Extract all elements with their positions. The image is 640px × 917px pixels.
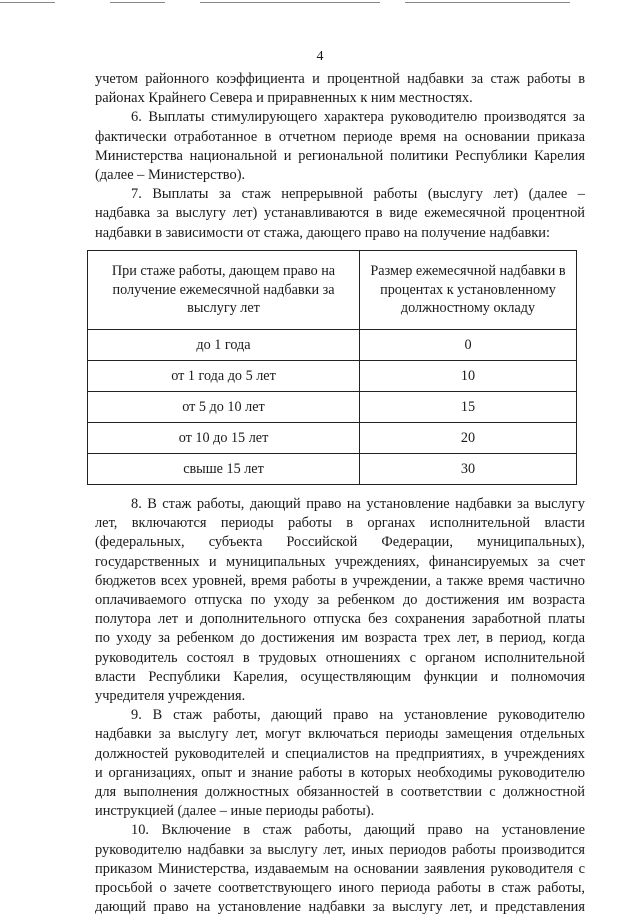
percent-cell: 0 — [360, 330, 577, 361]
seniority-cell: свыше 15 лет — [88, 454, 360, 485]
text-line: руководителю надбавки за выслугу лет, иных периодов работы производится — [95, 841, 585, 858]
percent-cell: 20 — [360, 423, 577, 454]
table-row — [88, 423, 577, 454]
table-row — [88, 392, 577, 423]
header-seniority: При стаже работы, дающем право на получение ежемесячной надбавки за выслугу лет — [88, 251, 360, 330]
text-line: должностей руководителей и специалистов на предприятиях, в учреждениях — [95, 745, 585, 762]
percent-cell: 15 — [360, 392, 577, 423]
text-line: 8. В стаж работы, дающий право на установление надбавки за выслугу — [131, 496, 585, 512]
text-line: лет, включаются периоды работы в органах исполнительной власти — [95, 515, 585, 532]
text-line: 9. В стаж работы, дающий право на установление руководителю — [131, 707, 585, 724]
text-line: (далее – Министерство). — [95, 167, 246, 184]
text-line: дающий право на установление надбавки за выслугу лет, и представления — [95, 899, 585, 916]
text-line: фактически отработанное в отчетном периоде время на основании приказа — [95, 128, 585, 145]
text-line: инструкцией (далее – иные периоды работы). — [95, 803, 375, 820]
text-line: руководитель состоял в трудовых отношениях с органом исполнительной — [95, 649, 585, 666]
text-line: 6. Выплаты стимулирующего характера руководителю производятся за — [131, 109, 585, 126]
text-line: надбавки за выслугу лет, могут включаться периоды замещения отдельных — [95, 726, 585, 743]
text-line: приказом Министерства, издаваемым на основании заявления руководителя с — [95, 860, 585, 877]
seniority-cell: от 5 до 10 лет — [88, 392, 360, 423]
text-line: просьбой о зачете соответствующего иного периода работы в стаж работы, — [95, 880, 585, 897]
percent-cell: 10 — [360, 361, 577, 392]
body-text-top — [95, 70, 585, 243]
page-number: 4 — [316, 49, 324, 64]
seniority-cell: до 1 года — [88, 330, 360, 361]
text-line: учетом районного коэффициента и процентной надбавки за стаж работы в — [95, 71, 585, 87]
text-line: 7. Выплаты за стаж непрерывной работы (выслугу лет) (далее – — [131, 186, 585, 203]
seniority-cell: от 1 года до 5 лет — [88, 361, 360, 392]
seniority-cell: от 10 до 15 лет — [88, 423, 360, 454]
body-text-bottom — [95, 495, 585, 917]
percent-cell: 30 — [360, 454, 577, 485]
scan-edge-rule — [200, 2, 380, 3]
table-row — [88, 330, 577, 361]
text-line: Министерства национальной и региональной политики Республики Карелия — [95, 147, 585, 164]
text-line: и организациях, опыт и знание работы в которых необходимы руководителю — [95, 764, 585, 781]
text-line: (федеральных, субъекта Российской Федерации, муниципальных), — [95, 534, 585, 551]
scan-edge-rule — [405, 2, 570, 3]
header-allowance-percent: Размер ежемесячной надбавки в процентах к установленному должностному окладу — [360, 251, 577, 330]
text-line: 10. Включение в стаж работы, дающий право на установление — [131, 822, 585, 839]
text-line: надбавки в зависимости от стажа, дающего право на получение надбавки: — [95, 224, 550, 241]
scan-edge-rule — [0, 2, 55, 3]
text-line: надбавка за выслугу лет) устанавливаются в виде ежемесячной процентной — [95, 205, 585, 222]
text-line: государственных и муниципальных учреждениях, финансируемых за счет — [95, 553, 585, 570]
table-row — [88, 454, 577, 485]
seniority-allowance-table — [87, 250, 577, 485]
scan-edge-rule — [110, 2, 165, 3]
text-line: полутора лет и дополнительного отпуска без сохранения заработной платы — [95, 611, 585, 628]
text-line: власти Республики Карелия, осуществляющим функции и полномочия — [95, 668, 585, 685]
text-line: районах Крайнего Севера и приравненных к ним местностях. — [95, 90, 473, 107]
text-line: для выполнения должностных обязанностей в соответствии с должностной — [95, 784, 585, 801]
table-header-row — [88, 251, 577, 330]
text-line: по уходу за ребенком до достижения им возраста трех лет, в период, когда — [95, 630, 585, 647]
text-line: бюджетов всех уровней, время работы в учреждении, а также время частично — [95, 572, 585, 589]
text-line: оплачиваемого отпуска по уходу за ребенком до достижения им возраста — [95, 592, 585, 609]
text-line: учредителя учреждения. — [95, 688, 246, 705]
table-row — [88, 361, 577, 392]
